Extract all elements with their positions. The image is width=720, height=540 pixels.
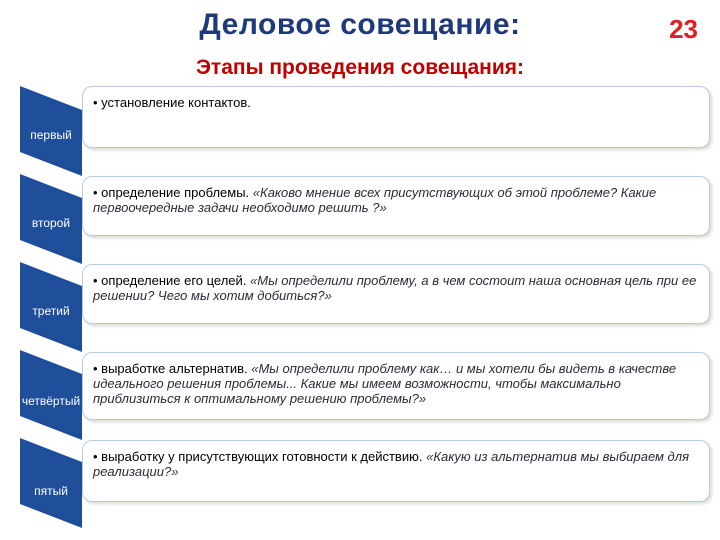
slide-subtitle: Этапы проведения совещания: (195, 56, 524, 79)
step-label: пятый (34, 484, 68, 498)
step-text: выработке альтернатив. (101, 361, 248, 376)
step-4 (0, 350, 720, 440)
step-5 (0, 438, 720, 528)
page-number: 23 (669, 14, 698, 44)
step-label: второй (31, 216, 71, 230)
step-box (82, 440, 710, 502)
step-quote: «Мы определили проблему, а в чем состоит наша основная цель при ее решении? Чего мы хотим добиться?» (93, 273, 697, 303)
bullet-icon: • (93, 185, 102, 200)
step-text: определение проблемы. (101, 185, 250, 200)
slide-title: Деловое совещание: (199, 8, 521, 41)
step-label: третий (32, 304, 70, 318)
step-box (82, 264, 710, 324)
step-content (93, 449, 699, 479)
step-quote: «Каково мнение всех присутствующих об этой проблеме? Какие первоочередные задачи необходимо решить ?» (93, 185, 657, 215)
step-text: установление контактов. (101, 95, 251, 110)
step-content (93, 185, 699, 215)
step-2 (0, 174, 720, 264)
step-box (82, 86, 710, 148)
step-1 (0, 86, 720, 176)
step-label: первый (30, 128, 72, 142)
step-text: выработку у присутствующих готовности к действию. (101, 449, 423, 464)
step-text: определение его целей. (101, 273, 247, 288)
step-quote: «Какую из альтернатив мы выбираем для реализации?» (93, 449, 690, 479)
bullet-icon: • (93, 449, 102, 464)
step-content (93, 361, 699, 406)
bullet-icon: • (93, 361, 102, 376)
step-list (0, 86, 720, 540)
step-quote: «Мы определили проблему как… и мы хотели бы видеть в качестве идеального решения проблемы... Какие мы имеем возможности, чтобы максимально приблизиться к оптимальному решению проблемы?» (93, 361, 677, 406)
step-content (93, 273, 699, 303)
chevron-icon (20, 438, 82, 528)
step-box (82, 176, 710, 236)
step-content (93, 95, 699, 110)
chevron-shape (20, 438, 82, 528)
step-3 (0, 262, 720, 352)
step-label: четвёртый (21, 394, 81, 408)
bullet-icon: • (93, 273, 102, 288)
step-box (82, 352, 710, 420)
bullet-icon: • (93, 95, 102, 110)
